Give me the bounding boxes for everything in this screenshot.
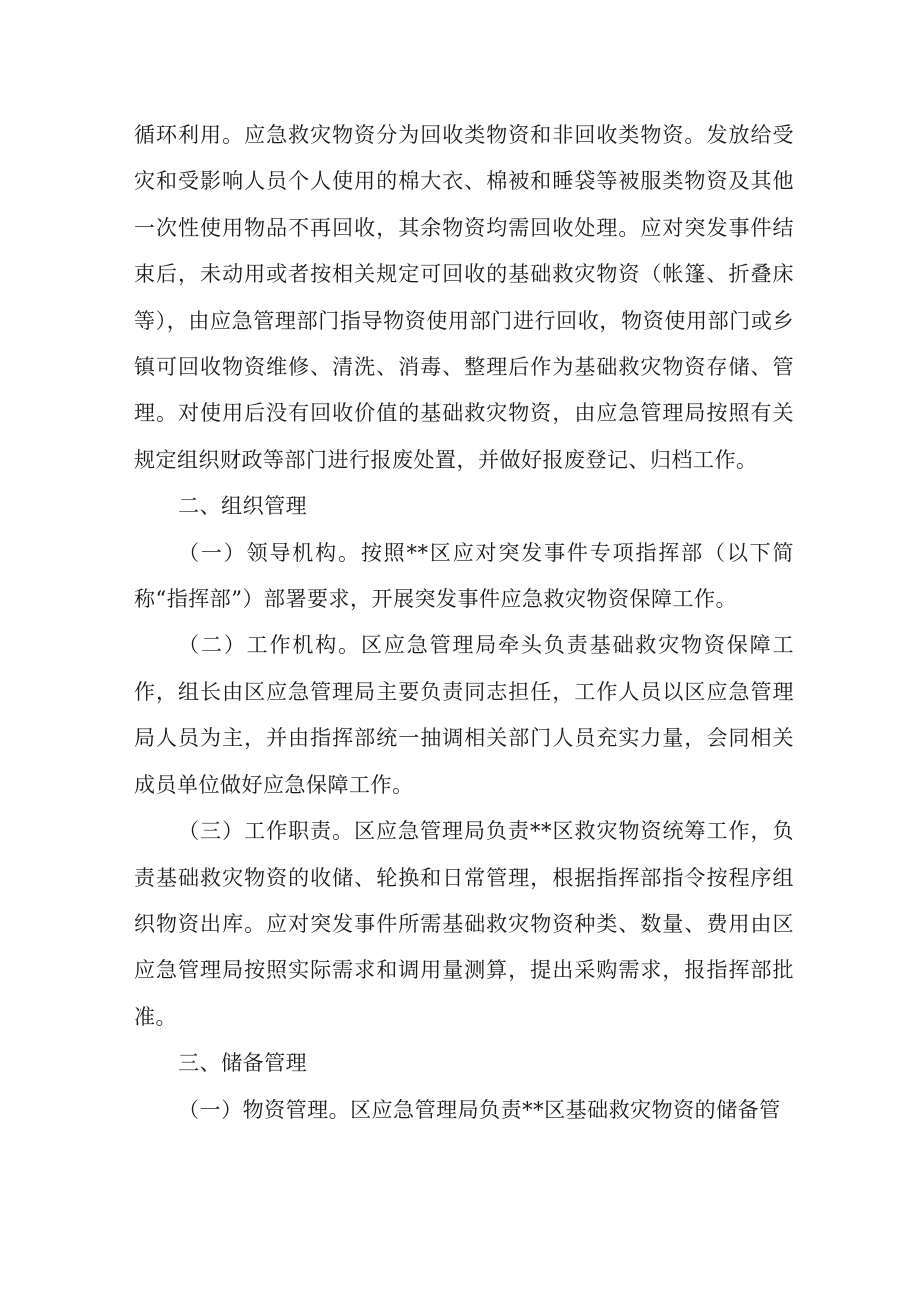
paragraph-leading-body: （一）领导机构。按照**区应对突发事件专项指挥部（以下简称“指挥部”）部署要求，开展突发事件应急救灾物资保障工作。 [134,540,794,612]
paragraph-material-management: （一）物资管理。区应急管理局负责**区基础救灾物资的储备管 [178,1097,781,1122]
paragraph-recycling: 循环利用。应急救灾物资分为回收类物资和非回收类物资。发放给受灾和受影响人员个人使用的棉大衣、棉被和睡袋等被服类物资及其他一次性使用物品不再回收，其余物资均需回收处理。应对突发事件结束后，未动用或者按相关规定可回收的基础救灾物资（帐篷、折叠床等），由应急管理部门指导物资使用部门进行回收，物资使用部门或乡镇可回收物资维修、清洗、消毒、整理后作为基础救灾物资存储、管理。对使用后没有回收价值的基础救灾物资，由应急管理局按照有关规定组织财政等部门进行报废处置，并做好报废登记、归档工作。 [134,123,794,472]
heading-organization-management: 二、组织管理 [178,494,308,519]
document-page [134,112,794,1133]
paragraph-working-body: （二）工作机构。区应急管理局牵头负责基础救灾物资保障工作，组长由区应急管理局主要负责同志担任，工作人员以区应急管理局人员为主，并由指挥部统一抽调相关部门人员充实力量，会同相关成员单位做好应急保障工作。 [134,633,794,797]
paragraph-duties: （三）工作职责。区应急管理局负责**区救灾物资统筹工作，负责基础救灾物资的收储、轮换和日常管理，根据指挥部指令按程序组织物资出库。应对突发事件所需基础救灾物资种类、数量、费用由区应急管理局按照实际需求和调用量测算，提出采购需求，报指挥部批准。 [134,819,794,1029]
heading-reserve-management: 三、储备管理 [178,1051,308,1076]
